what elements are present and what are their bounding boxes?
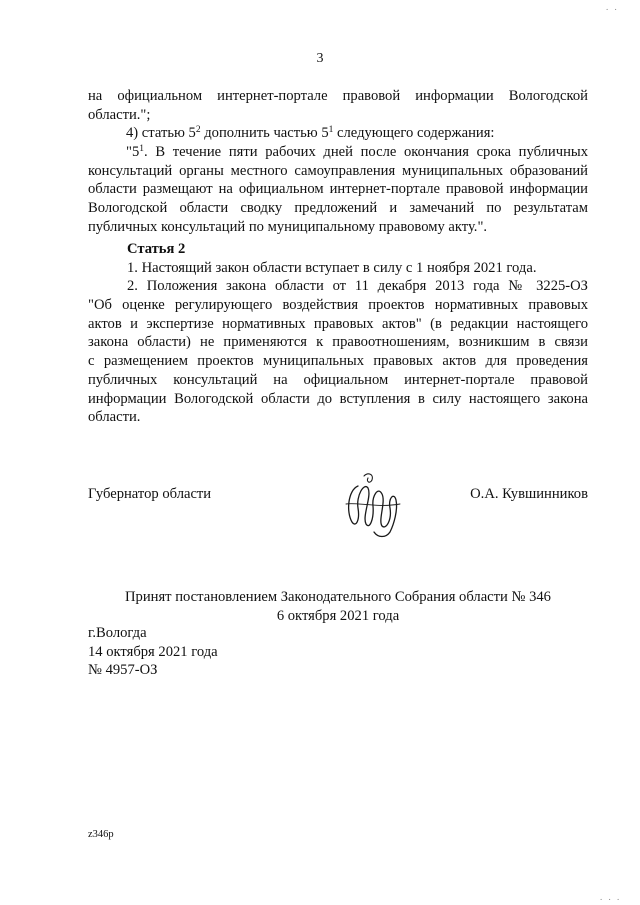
amendment-text [88,87,588,237]
article-2 [88,240,588,427]
text-line: закона области) не применяются к правоотношениям, возникшим в связи [88,334,588,351]
text-line: публичных консультаций на официальном интернет-портале правовой [88,371,588,388]
adoption-note [88,588,588,625]
text-line: области. [88,409,141,426]
text-line: 4) статью $5^2$ дополнить частью $5^1$ следующего содержания: [126,125,495,142]
text-line: консультаций органы местного самоуправления муниципальных образований [88,162,588,179]
adoption-line: Принят постановлением Законодательного Собрания области № 346 [125,589,551,605]
signatory-title: Губернатор области [88,486,212,502]
text-line: 2. Положения закона области от 11 декабря 2013 года № 3225-ОЗ [127,278,588,295]
text-line: "$5^1$. В течение пяти рабочих дней после окончания срока публичных [126,144,588,161]
text-line: области."; [88,106,151,123]
text-line: области размещают на официальном интернет-портале правовой информации [88,181,588,198]
scan-mark: . . . [600,892,622,902]
article-heading: Статья 2 [127,241,186,257]
text-line: Вологодской области сводку предложений и замечаний по результатам [88,200,588,217]
page-number: 3 [316,51,324,66]
place-and-date [88,624,218,680]
footer-code: z346p [88,829,114,840]
scan-mark: . . [606,2,619,12]
signatory-name: О.А. Кувшинников [470,486,588,502]
law-number: № 4957-ОЗ [88,662,158,679]
text-line: с размещением проектов муниципальных правовых актов для проведения [88,353,588,370]
adoption-date: 6 октября 2021 года [276,607,400,624]
text-line: публичных консультаций по муниципальному правовому акту.". [88,218,488,235]
text-line: 1. Настоящий закон области вступает в силу с 1 ноября 2021 года. [127,259,537,276]
text-line: на официальном интернет-портале правовой информации Вологодской [88,88,588,104]
text-line: "Об оценке регулирующего воздействия проектов нормативных правовых [88,297,588,314]
text-line: актов и экспертизе нормативных правовых актов" (в редакции настоящего [88,315,588,332]
signing-date: 14 октября 2021 года [88,643,218,660]
text-line: информации Вологодской области до вступления в силу настоящего закона [88,390,588,407]
handwritten-signature [338,468,406,540]
city: г.Вологда [88,625,147,641]
